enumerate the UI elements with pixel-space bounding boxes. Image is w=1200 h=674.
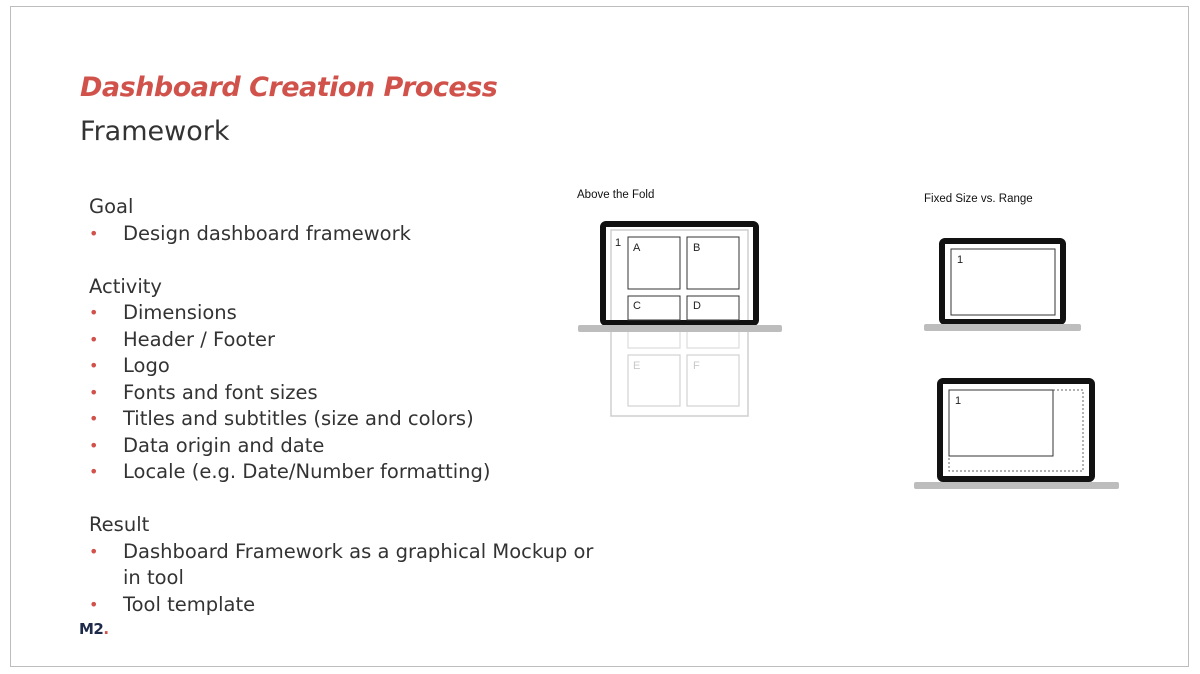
slide-title: Dashboard Creation Process xyxy=(80,72,498,103)
list-item: • Dashboard Framework as a graphical Mockup or in tool xyxy=(89,539,594,589)
bullet-icon: • xyxy=(89,356,99,375)
box-label-d: D xyxy=(693,300,701,312)
box-label-b: B xyxy=(693,242,701,254)
list-item: • Logo xyxy=(89,353,609,380)
range-laptop-screen-frame xyxy=(940,381,1092,479)
bullet-icon: • xyxy=(89,303,99,322)
m2-logo: M2. xyxy=(79,620,109,638)
slide-subtitle: Framework xyxy=(80,116,230,147)
list-item: • Fonts and font sizes xyxy=(89,380,609,407)
goal-heading: Goal xyxy=(89,195,134,218)
box-label-c: C xyxy=(633,300,641,312)
above-fold-caption: Above the Fold xyxy=(577,189,655,201)
bullet-icon: • xyxy=(89,541,99,561)
activity-heading: Activity xyxy=(89,274,162,298)
range-max-area xyxy=(949,390,1083,471)
bullet-icon: • xyxy=(89,435,99,455)
bullet-icon: • xyxy=(89,382,99,402)
range-laptop-diagram xyxy=(914,381,1119,489)
bullet-icon: • xyxy=(89,223,99,243)
list-item: • Locale (e.g. Date/Number formatting) xyxy=(89,459,609,486)
list-item: • Header / Footer xyxy=(89,327,609,354)
list-item: • Data origin and date xyxy=(89,433,609,460)
bullet-icon: • xyxy=(89,594,99,614)
fixed-size-caption: Fixed Size vs. Range xyxy=(924,193,1033,205)
result-heading: Result xyxy=(89,513,150,536)
box-label-e: E xyxy=(633,360,641,372)
fixed-laptop-base xyxy=(924,324,1081,331)
bullet-icon: • xyxy=(89,409,99,428)
screen-label: 1 xyxy=(615,237,622,249)
box-label-f: F xyxy=(693,360,700,372)
list-item: • Dimensions xyxy=(89,300,609,327)
box-label-a: A xyxy=(633,242,641,254)
range-laptop-base xyxy=(914,482,1119,489)
bullet-icon: • xyxy=(89,462,99,481)
list-item: • Design dashboard framework xyxy=(89,221,609,248)
range-min-area xyxy=(949,390,1053,456)
list-item: • Titles and subtitles (size and colors) xyxy=(89,406,609,433)
bullet-icon: • xyxy=(89,329,99,349)
fixed-size-laptop-diagram xyxy=(924,241,1081,331)
range-area-label: 1 xyxy=(955,395,962,407)
fixed-content-area xyxy=(951,249,1055,315)
laptop-base xyxy=(578,325,782,332)
fixed-area-label: 1 xyxy=(957,254,964,266)
list-item: • Tool template xyxy=(89,592,609,619)
above-fold-laptop-diagram xyxy=(578,224,782,416)
